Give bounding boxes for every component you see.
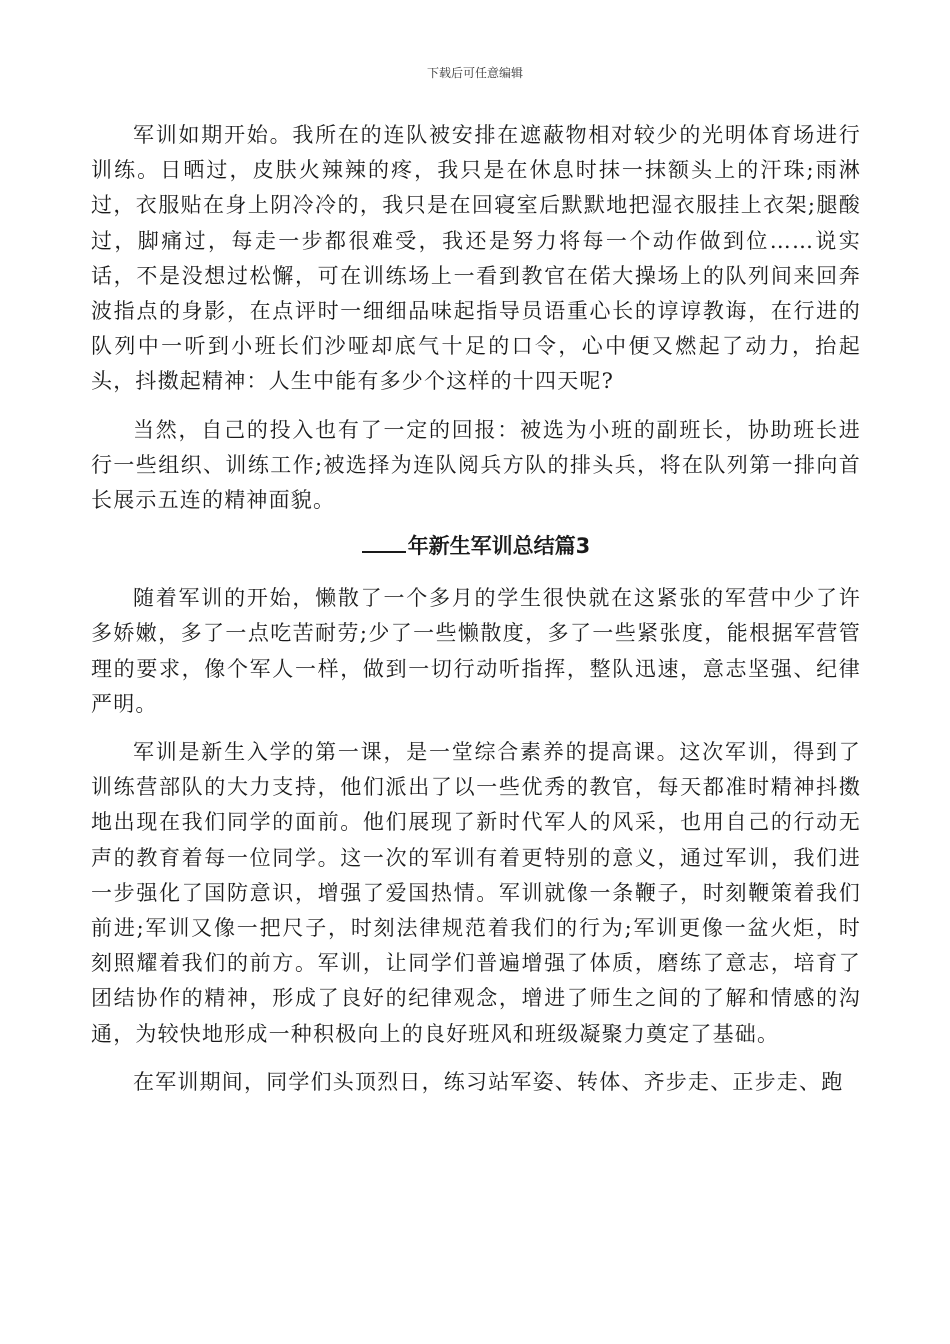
heading-blank-line [362,533,406,553]
paragraph-training-period: 在军训期间，同学们头顶烈日，练习站军姿、转体、齐步走、正步走、跑 [133,1069,844,1094]
paragraph-discipline: 随着军训的开始，懒散了一个多月的学生很快就在这紧张的军营中少了许多娇嫩，多了一点吃苦耐劳;少了一些懒散度，多了一些紧张度，能根据军营管理的要求，像个军人一样，做到一切行动听指挥，整队迅速，意志坚强、纪律严明。 [91,586,861,716]
paragraph-reward: 当然，自己的投入也有了一定的回报：被选为小班的副班长，协助班长进行一些组织、训练工作;被选择为连队阅兵方队的排头兵，将在队列第一排向首长展示五连的精神面貌。 [91,417,861,513]
paragraph-training-start: 军训如期开始。我所在的连队被安排在遮蔽物相对较少的光明体育场进行训练。日晒过，皮肤火辣辣的疼，我只是在休息时抹一抹额头上的汗珠;雨淋过，衣服贴在身上阴冷冷的，我只是在回寝室后默默地把湿衣服挂上衣架;腿酸过，脚痛过，每走一步都很难受，我还是努力将每一个动作做到位……说实话，不是没想过松懈，可在训练场上一看到教官在偌大操场上的队列间来回奔波指点的身影，在点评时一细细品味起指导员语重心长的谆谆教诲，在行进的队列中一听到小班长们沙哑却底气十足的口令，心中便又燃起了动力，抬起头，抖擞起精神：人生中能有多少个这样的十四天呢? [91,123,861,394]
document-body [91,118,861,1113]
section-heading [91,531,861,561]
page-header-note: 下载后可任意编辑 [426,66,523,80]
section-heading-text: 年新生军训总结篇3 [407,534,591,559]
paragraph-first-lesson: 军训是新生入学的第一课，是一堂综合素养的提高课。这次军训，得到了训练营部队的大力支持，他们派出了以一些优秀的教官，每天都准时精神抖擞地出现在我们同学的面前。他们展现了新时代军人的风采，也用自己的行动无声的教育着每一位同学。这一次的军训有着更特别的意义，通过军训，我们进一步强化了国防意识，增强了爱国热情。军训就像一条鞭子，时刻鞭策着我们前进;军训又像一把尺子，时刻法律规范着我们的行为;军训更像一盆火炬，时刻照耀着我们的前方。军训，让同学们普遍增强了体质，磨练了意志，培育了团结协作的精神，形成了良好的纪律观念，增进了师生之间的了解和情感的沟通，为较快地形成一种积极向上的良好班风和班级凝聚力奠定了基础。 [91,740,861,1046]
